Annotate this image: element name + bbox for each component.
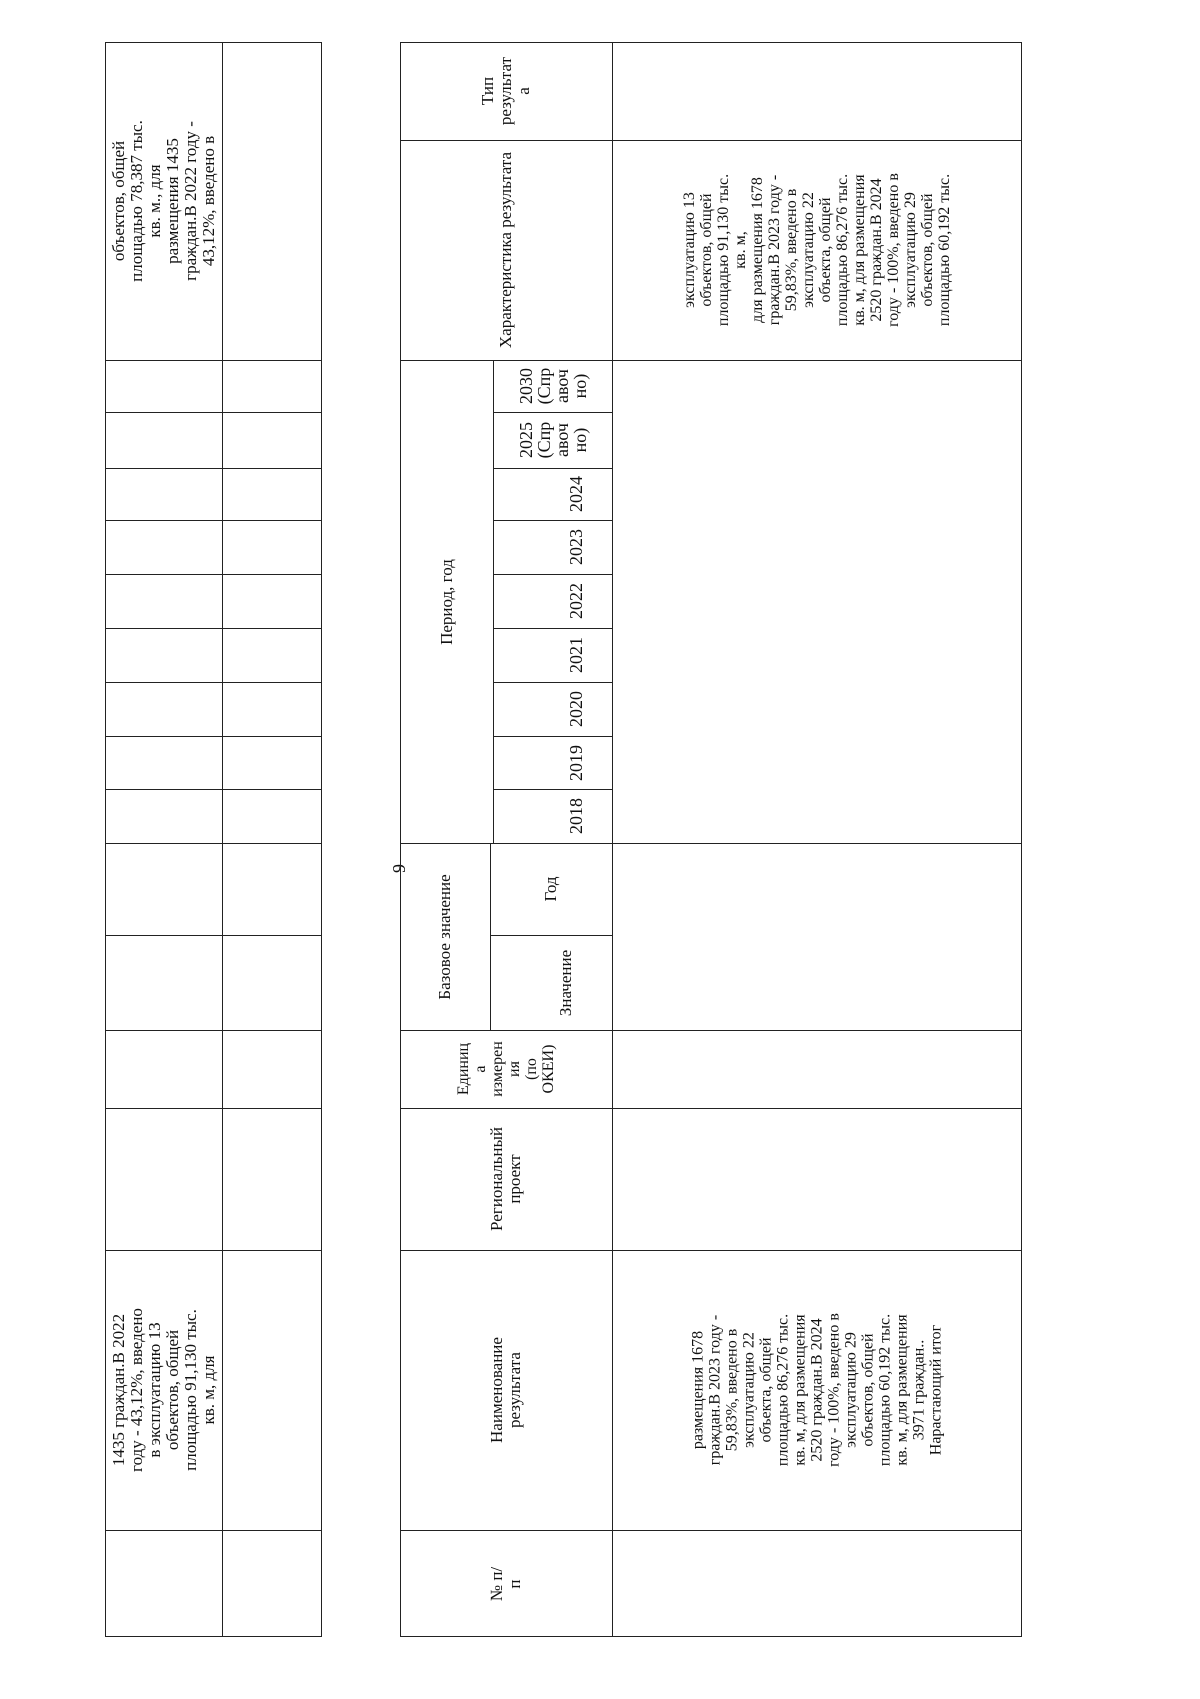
header-unit (400, 1030, 612, 1108)
header-period (400, 360, 493, 843)
header-result-name (400, 1250, 612, 1530)
continuation-characteristic-line: кв. м., для (144, 164, 164, 238)
row-characteristic-line: объектов, общей (919, 193, 936, 307)
row-characteristic-line: эксплуатацию 22 (800, 192, 817, 308)
row-characteristic-text (681, 140, 953, 360)
header-unit-line: а (472, 1065, 489, 1073)
header-base-val-text: Значение (556, 949, 575, 1016)
header-result-type (400, 42, 612, 140)
header-unit-text (455, 1030, 557, 1108)
header-base-value (400, 843, 490, 1030)
continuation-characteristic-line: объектов, общей (108, 140, 128, 262)
header-year-2025-line: (Спр (533, 421, 554, 459)
header-unit-line: измерен (489, 1041, 506, 1097)
page-number: 9 (389, 864, 409, 873)
row-name-line: 2520 граждан.В 2024 (808, 1318, 826, 1462)
year-label-2020: 2020 (566, 691, 586, 727)
row-name-line: году - 100%, введено в (825, 1313, 843, 1467)
header-characteristic-text: Характеристика результата (496, 151, 515, 349)
header-year-2025 (493, 412, 612, 468)
header-regional-project-text: Региональный проект (487, 1127, 524, 1231)
row-name-line: объектов, общей (859, 1333, 877, 1447)
continuation-name-cell (105, 1250, 222, 1530)
header-year-2030-line: 2030 (515, 368, 536, 404)
continuation-name-line: в эксплуатацию 13 (144, 1322, 164, 1458)
header-result-name-text: Наименование результата (487, 1337, 524, 1443)
row-name-line: эксплуатацию 22 (740, 1332, 758, 1448)
header-period-text: Период, год (436, 558, 456, 645)
row-name-line: кв. м, для размещения (791, 1314, 809, 1466)
row-name-line: кв. м, для размещения (893, 1314, 911, 1466)
year-label-2019: 2019 (566, 744, 586, 781)
row-characteristic-cell (612, 140, 1022, 360)
year-label-2023: 2023 (566, 529, 586, 565)
year-label-2021: 2021 (566, 637, 586, 673)
header-year-2025-line: авоч (551, 423, 572, 457)
header-base-year-text: Год (541, 876, 560, 902)
row-name-line: 3971 граждан.. (910, 1339, 928, 1441)
row-characteristic-line: объекта, общей (817, 197, 834, 303)
header-base-val (520, 935, 612, 1030)
row-characteristic-line: площадью 60,192 тыс. (936, 173, 953, 327)
continuation-characteristic-line: площадью 78,387 тыс. (126, 120, 146, 282)
row-name-text (690, 1250, 945, 1530)
row-characteristic-line: эксплуатацию 29 (902, 192, 919, 308)
row-characteristic-line: граждан.В 2023 году - (766, 174, 783, 326)
row-characteristic-line: 2520 граждан.В 2024 (868, 178, 885, 322)
row-name-line: граждан.В 2023 году - (706, 1314, 724, 1466)
continuation-characteristic-cell (105, 42, 222, 360)
continuation-name-line: объектов, общей (162, 1329, 182, 1451)
header-result-type-line: а (514, 87, 533, 95)
row-characteristic-line: площадью 91,130 тыс. (715, 173, 732, 327)
header-unit-line: Единиц (455, 1042, 472, 1096)
row-name-line: Нарастающий итог (927, 1324, 945, 1456)
header-num (400, 1530, 612, 1637)
header-base-value-text: Базовое значение (435, 873, 454, 1000)
continuation-name-line: площадью 91,130 тыс. (180, 1309, 200, 1471)
row-characteristic-line: 59,83%, введено в (783, 188, 800, 312)
row-characteristic-line: объектов, общей (698, 193, 715, 307)
header-base-year (490, 843, 612, 935)
continuation-characteristic-line: 43,12%, введено в (198, 135, 218, 267)
header-year-2025-line: но) (569, 427, 590, 453)
header-regional-project (400, 1108, 612, 1250)
row-name-line: площадью 60,192 тыс. (876, 1313, 894, 1467)
header-unit-line: (по (523, 1058, 540, 1080)
header-year-2030-line: (Спр (533, 367, 554, 405)
row-characteristic-line: для размещения 1678 (749, 177, 766, 323)
row-characteristic-line: кв. м, (732, 231, 749, 269)
row-name-line: размещения 1678 (689, 1330, 707, 1450)
continuation-name-text (110, 1250, 218, 1530)
header-year-2025-line: 2025 (515, 422, 536, 458)
header-year-2030-line: но) (569, 373, 590, 399)
continuation-characteristic-text (110, 42, 218, 360)
row-characteristic-line: кв. м, для размещения (851, 174, 868, 326)
header-result-type-line: Тип (478, 76, 497, 106)
continuation-name-line: году - 43,12%, введено (126, 1308, 146, 1472)
row-name-line: 59,83%, введено в (723, 1328, 741, 1452)
row-characteristic-line: году - 100%, введено в (885, 173, 902, 327)
continuation-characteristic-line: граждан.В 2022 году - (180, 121, 200, 281)
continuation-characteristic-line: размещения 1435 (162, 138, 182, 264)
continuation-name-line: кв. м, для (198, 1355, 218, 1425)
header-num-text: № п/п (487, 1566, 524, 1601)
row-name-cell (612, 1250, 1022, 1530)
header-result-type-line: результат (496, 56, 515, 126)
row-name-line: эксплуатацию 29 (842, 1332, 860, 1448)
year-label-2018: 2018 (566, 798, 586, 834)
year-label-2024: 2024 (566, 476, 586, 512)
row-name-line: площадью 86,276 тыс. (774, 1313, 792, 1467)
header-unit-line: ОКЕИ) (540, 1044, 557, 1094)
row-name-line: объекта, общей (757, 1337, 775, 1443)
header-unit-line: ия (506, 1061, 523, 1077)
continuation-name-line: 1435 граждан.В 2022 (108, 1313, 128, 1467)
row-characteristic-line: площадью 86,276 тыс. (834, 173, 851, 327)
year-label-2022: 2022 (566, 583, 586, 619)
header-result-type-text (479, 42, 533, 140)
header-year-2030-line: авоч (551, 369, 572, 403)
row-characteristic-line: эксплуатацию 13 (681, 192, 698, 308)
